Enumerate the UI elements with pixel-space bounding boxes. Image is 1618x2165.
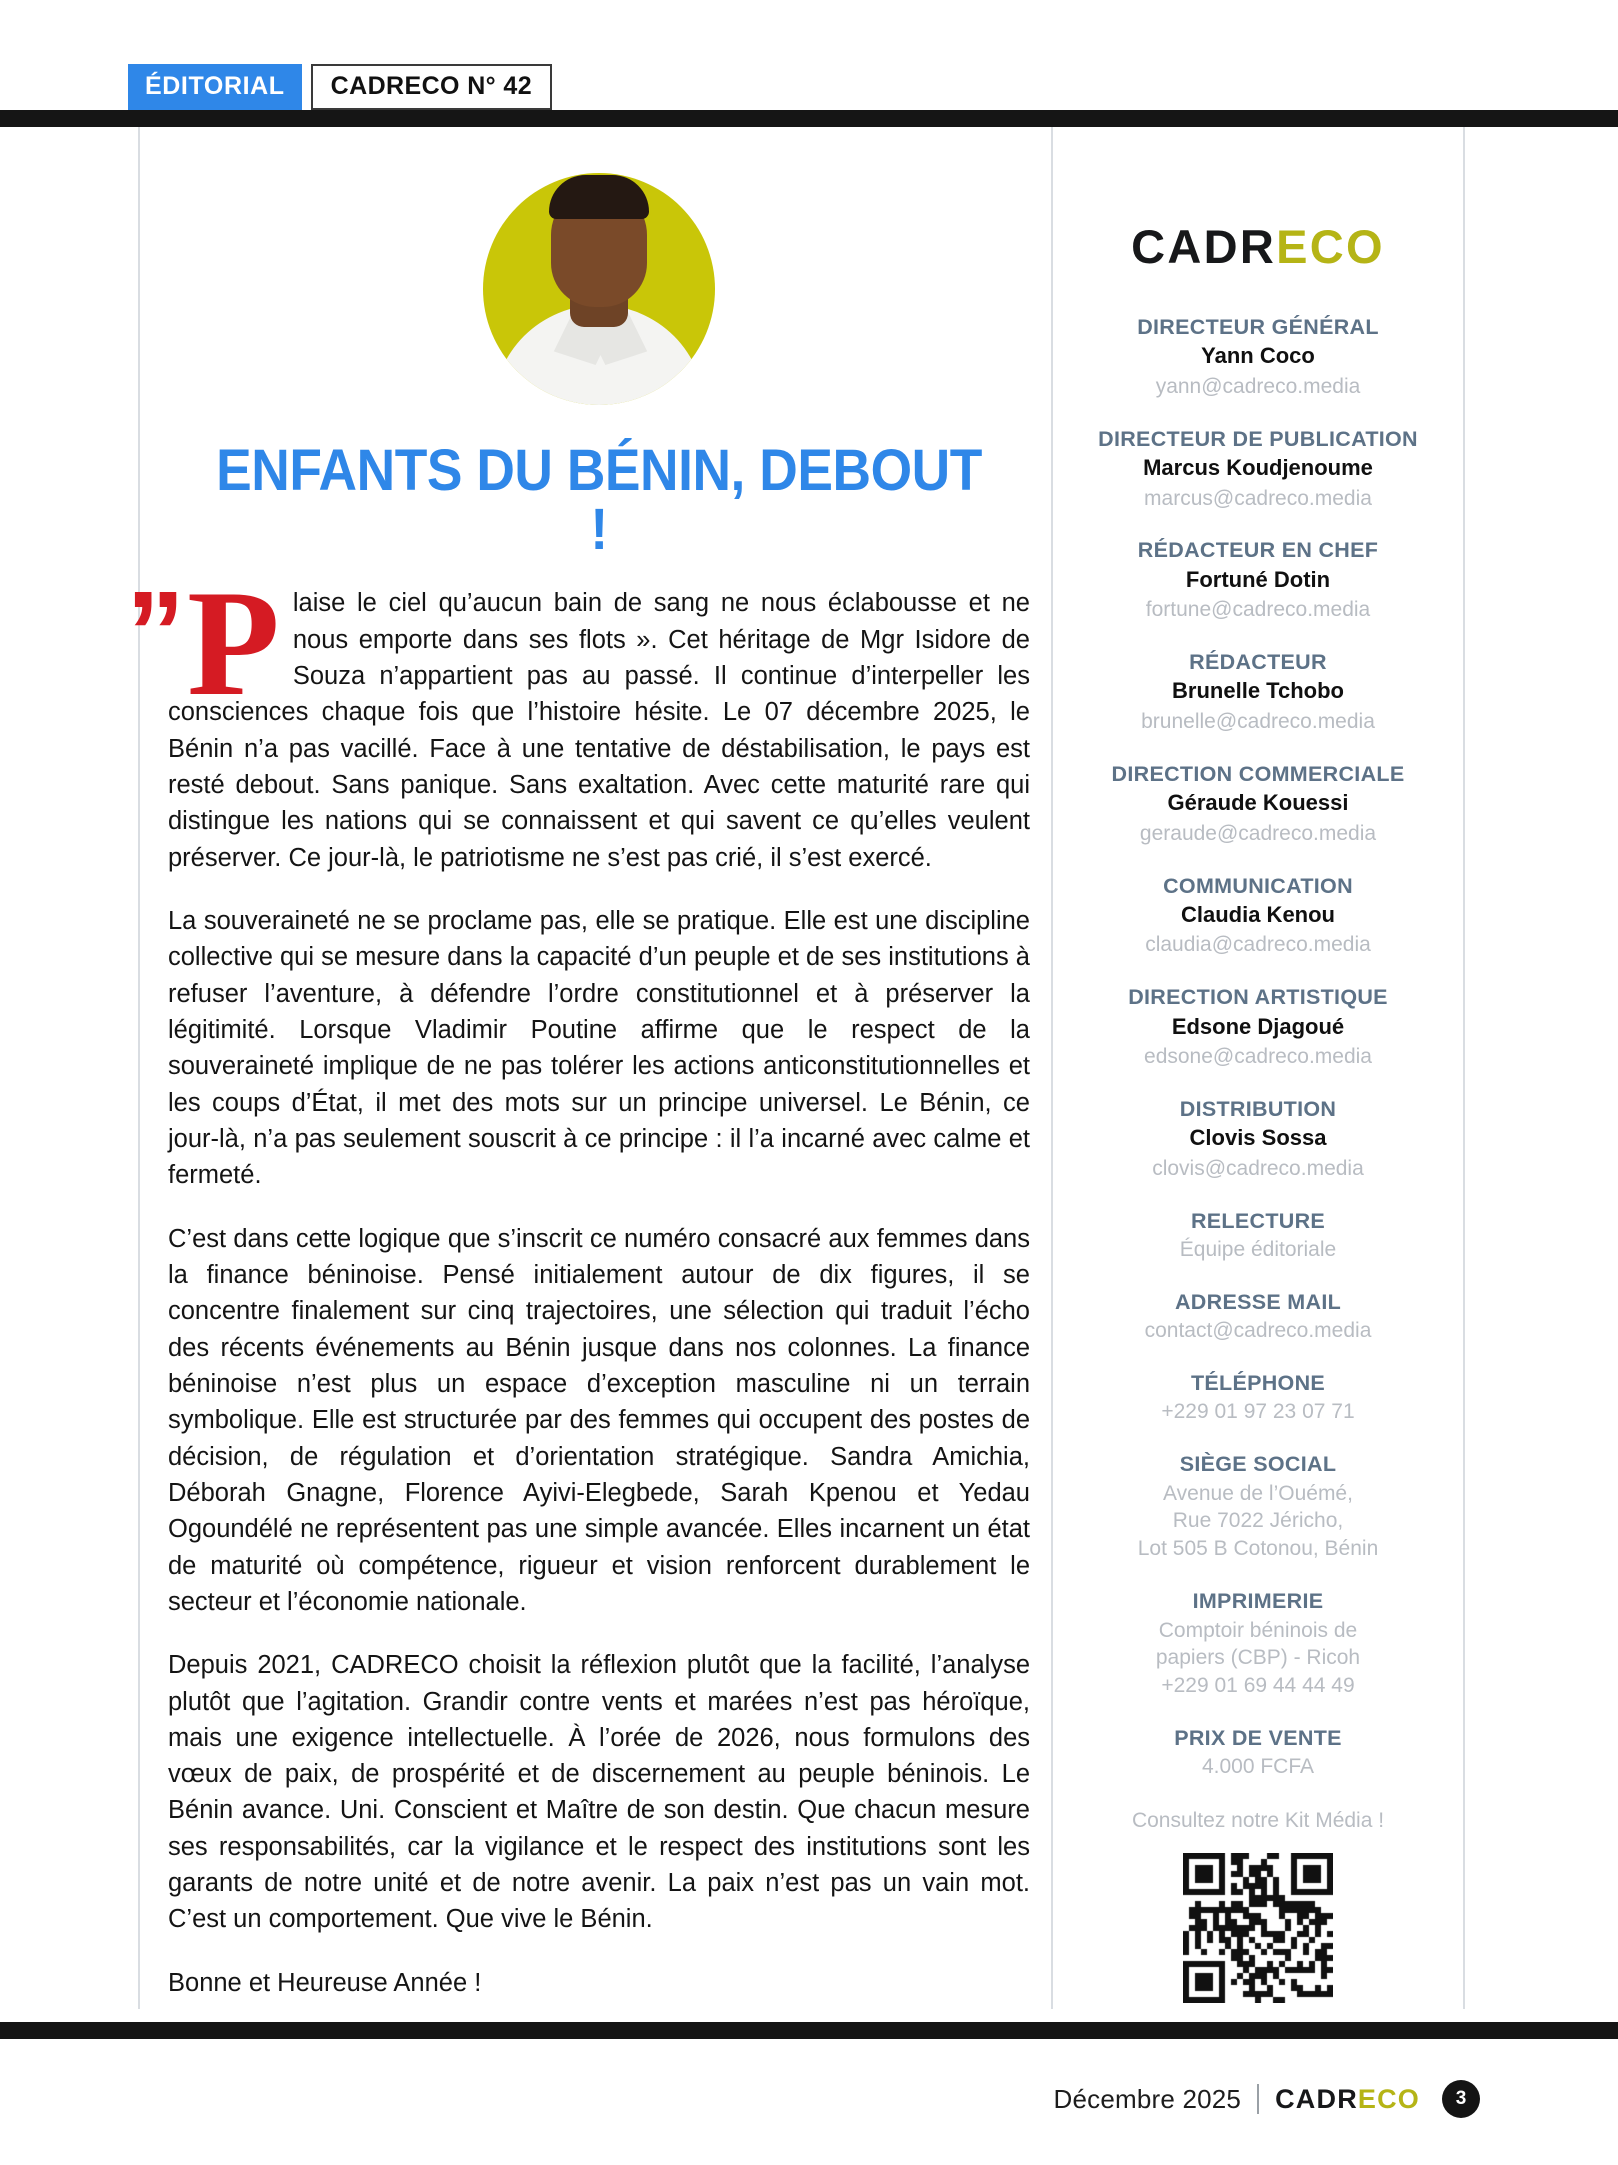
- masthead-entry-name: Géraude Kouessi: [1167, 790, 1349, 816]
- paragraph-1: [126, 559, 1030, 876]
- masthead-entry: [1053, 314, 1463, 401]
- page-title: ENFANTS DU BÉNIN, DEBOUT !: [216, 438, 982, 563]
- footer-inner: [1053, 2080, 1480, 2118]
- masthead-entry-role: DIRECTION ARTISTIQUE: [1128, 985, 1388, 1010]
- section-tag-editorial: ÉDITORIAL: [128, 64, 302, 110]
- masthead-entry-contact[interactable]: brunelle@cadreco.media: [1141, 710, 1375, 734]
- masthead-entry-name: Marcus Koudjenoume: [1143, 454, 1373, 480]
- cadreco-logo: [1053, 220, 1463, 273]
- masthead-entry: [1053, 761, 1463, 848]
- masthead-entry-contact[interactable]: contact@cadreco.media: [1144, 1319, 1372, 1343]
- masthead-entry-contact[interactable]: claudia@cadreco.media: [1145, 933, 1371, 957]
- masthead-column: [1053, 127, 1463, 2003]
- footer-page-number: 3: [1442, 2080, 1480, 2118]
- masthead-entry: [1053, 1588, 1463, 1700]
- footer-logo-dark: CADR: [1275, 2083, 1358, 2114]
- page-header: [0, 0, 1618, 110]
- qr-code-icon[interactable]: [1183, 1853, 1333, 2003]
- header-black-bar: [0, 110, 1618, 127]
- masthead-entry-role: IMPRIMERIE: [1192, 1589, 1324, 1614]
- masthead-entry: [1053, 1208, 1463, 1264]
- kit-media-note: Consultez notre Kit Média !: [1131, 1809, 1385, 1833]
- masthead-entry-name: Yann Coco: [1201, 343, 1315, 369]
- issue-tag: CADRECO N° 42: [311, 64, 552, 110]
- masthead-entry-contact: Équipe éditoriale: [1179, 1238, 1337, 1262]
- paragraph-5: Bonne et Heureuse Année !: [168, 1968, 482, 1997]
- footer-logo-olive: ECO: [1357, 2083, 1420, 2114]
- page-footer: [0, 2039, 1618, 2165]
- header-tag-row: [128, 64, 552, 110]
- masthead-entry: [1053, 1451, 1463, 1563]
- footer-logo: [1275, 2084, 1420, 2115]
- masthead-entry: [1053, 537, 1463, 624]
- masthead-entry-role: PRIX DE VENTE: [1174, 1726, 1342, 1751]
- masthead-entry-role: SIÈGE SOCIAL: [1179, 1452, 1337, 1477]
- drop-cap: P: [187, 559, 280, 728]
- masthead-entry-role: DIRECTION COMMERCIALE: [1111, 761, 1405, 786]
- masthead-entry-contact[interactable]: fortune@cadreco.media: [1145, 598, 1371, 622]
- masthead-entry: [1053, 1370, 1463, 1426]
- portrait-container: [168, 127, 1030, 405]
- masthead-entries-list: [1053, 314, 1463, 1781]
- masthead-entry: [1053, 873, 1463, 960]
- footer-date: Décembre 2025: [1053, 2083, 1242, 2114]
- masthead-entry-role: RÉDACTEUR EN CHEF: [1137, 538, 1379, 563]
- masthead-entry-contact[interactable]: marcus@cadreco.media: [1144, 486, 1372, 510]
- masthead-entry-contact: Comptoir béninois de papiers (CBP) - Ricoh +229 01 69 44 44 49: [1155, 1618, 1361, 1698]
- masthead-entry-contact[interactable]: geraude@cadreco.media: [1139, 821, 1377, 845]
- masthead-entry: [1053, 1289, 1463, 1345]
- opening-quote-mark: ”: [126, 567, 185, 700]
- masthead-entry: [1053, 649, 1463, 736]
- masthead-entry-name: Claudia Kenou: [1180, 901, 1335, 927]
- masthead-entry-contact[interactable]: clovis@cadreco.media: [1152, 1156, 1364, 1180]
- masthead-entry-contact: Avenue de l’Ouémé, Rue 7022 Jéricho, Lot 505 B Cotonou, Bénin: [1137, 1481, 1379, 1561]
- qr-container: [1053, 1853, 1463, 2003]
- masthead-entry-role: COMMUNICATION: [1163, 873, 1353, 898]
- masthead-entry-name: Clovis Sossa: [1189, 1125, 1327, 1151]
- masthead-entry: [1053, 1096, 1463, 1183]
- masthead-entry-role: DIRECTEUR DE PUBLICATION: [1098, 426, 1418, 451]
- masthead-entry-contact: 4.000 FCFA: [1201, 1755, 1315, 1779]
- footer-black-bar: [0, 2022, 1618, 2039]
- masthead-entry-contact[interactable]: yann@cadreco.media: [1155, 374, 1361, 398]
- masthead-entry-name: Fortuné Dotin: [1185, 566, 1331, 592]
- cadreco-logo-olive: ECO: [1276, 220, 1385, 273]
- author-portrait-avatar: [483, 173, 715, 405]
- masthead-entry: [1053, 1725, 1463, 1781]
- masthead-entry-role: DIRECTEUR GÉNÉRAL: [1137, 315, 1379, 339]
- masthead-entry-role: RÉDACTEUR: [1189, 650, 1327, 675]
- article-body: [126, 559, 1030, 2064]
- masthead-entry-role: RELECTURE: [1190, 1208, 1326, 1233]
- masthead-entry-contact: +229 01 97 23 07 71: [1161, 1400, 1355, 1424]
- page-body: [0, 127, 1618, 2022]
- masthead-entry-role: ADRESSE MAIL: [1174, 1290, 1342, 1315]
- masthead-entry-role: TÉLÉPHONE: [1190, 1371, 1326, 1396]
- masthead-entry: [1053, 426, 1463, 513]
- portrait-hair: [549, 175, 649, 219]
- editorial-article: [126, 127, 1030, 2064]
- masthead-entry-name: Brunelle Tchobo: [1172, 678, 1344, 704]
- paragraph-2: La souveraineté ne se proclame pas, elle se pratique. Elle est une discipline collective qui se mesure dans la capacité d’un peuple et de ses institutions à refuser l’aventure, à défendre l’ordre constitutionnel et à préserver la légitimité. Lorsque Vladimir Poutine affirme que le respect de la souveraineté implique de ne pas tolérer les actions anticonstitutionnelles et les coups d’État, il met des mots sur un principe universel. Le Bénin, ce jour-là, n’a pas seulement souscrit à ce principe : il l’a incarné avec calme et fermeté.: [168, 906, 1030, 1190]
- masthead-entry-role: DISTRIBUTION: [1179, 1097, 1337, 1122]
- paragraph-3: C’est dans cette logique que s’inscrit ce numéro consacré aux femmes dans la finance béninoise. Pensé initialement autour de dix figures, il se concentre finalement sur cinq trajectoires, une sélection qui traduit l’écho des récents événements au Bénin jusque dans nos colonnes. La finance béninoise n’est plus un espace d’exception masculine ni un terrain symbolique. Elle est structurée par des femmes qui occupent des postes de décision, de régulation et d’orientation stratégique. Sandra Amichia, Déborah Gnagne, Florence Ayivi-Elegbede, Sarah Kpenou et Yedau Ogoundélé ne représentent pas une simple avancée. Elles incarnent un état de maturité où compétence, rigueur et vision renforcent durablement le secteur et l’économie nationale.: [168, 1224, 1030, 1616]
- masthead-entry-contact[interactable]: edsone@cadreco.media: [1144, 1045, 1372, 1069]
- cadreco-logo-dark: CADR: [1131, 220, 1277, 273]
- column-rule-left: [138, 127, 140, 2009]
- paragraph-4: Depuis 2021, CADRECO choisit la réflexion plutôt que la facilité, l’analyse plutôt que l’agitation. Grandir contre vents et marées n’est pas héroïque, mais une exigence intellectuelle. À l’orée de 2026, nous formulons des vœux de paix, de prospérité et de discernement au peuple béninois. Le Bénin avance. Uni. Conscient et Maître de son destin. Que chacun mesure ses responsabilités, car la vigilance et le respect des institutions sont les garants de notre unité et de notre avenir. La paix n’est pas un vain mot. C’est un comportement. Que vive le Bénin.: [168, 1651, 1030, 1934]
- column-rule-right: [1463, 127, 1465, 2009]
- paragraph-1-text: laise le ciel qu’aucun bain de sang ne nous éclabousse et ne nous emporte dans ses flots ». Cet héritage de Mgr Isidore de Souza n’appartient pas au passé. Il continue d’interpeller les consciences chaque fois que l’histoire hésite. Le 07 décembre 2025, le Bénin n’a pas vacillé. Face à une tentative de déstabilisation, le pays est resté debout. Sans panique. Sans exaltation. Avec cette maturité rare qui distingue les nations qui se connaissent et qui savent ce qu’elles veulent préserver. Ce jour-là, le patriotisme ne s’est pas crié, il s’est exercé.: [168, 589, 1030, 872]
- footer-separator: [1257, 2084, 1259, 2114]
- masthead-entry: [1053, 984, 1463, 1071]
- masthead-entry-name: Edsone Djagoué: [1171, 1013, 1345, 1039]
